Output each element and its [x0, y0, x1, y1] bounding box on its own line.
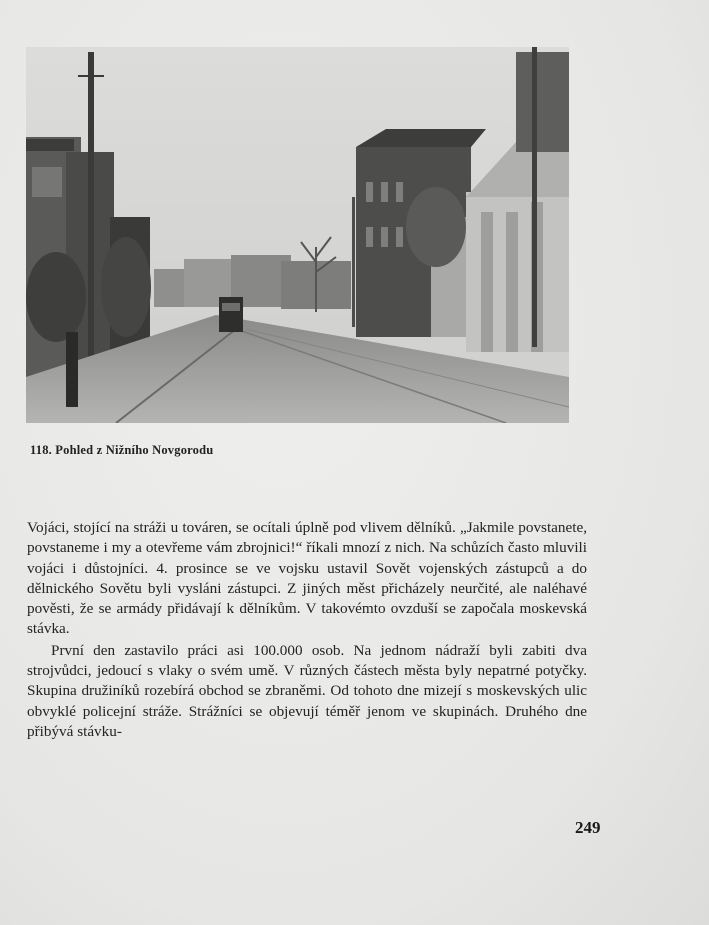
body-text: [27, 518, 587, 742]
page-number: 249: [575, 818, 601, 837]
paragraph-1: Vojáci, stojící na stráži u továren, se ocítali úplně pod vlivem dělníků. „Jakmile povstanete, povstaneme i my a otevřeme vám zbrojnici!“ říkali mnozí z nich. Na schůzích často mluvili vojáci i důstojníci. 4. prosince se ve vojsku ustavil Sovět vojenských zástupců a do dělnického Sovětu byli vysláni zástupci. Z jiných měst přicházely neurčité, ale naléhavé pověsti, že se armády přidávají k dělníkům. V takovémto ovzduší se započala moskevská stávka.: [27, 519, 587, 638]
street-photo-image: [26, 47, 569, 423]
figure-caption: 118. Pohled z Nižního Novgorodu: [30, 443, 214, 457]
paragraph-2: První den zastavilo práci asi 100.000 osob. Na jednom nádraží byli zabiti dva strojvůdci, jedoucí s vlaky o svém umě. V různých částech města byly nepatrné potyčky. Skupina družiníků rozebírá obchod se zbraněmi. Od tohoto dne mizejí s moskevských ulic obvyklé policejní stráže. Strážníci se objevují téměř jenom ve skupinách. Druhého dne přibývá stávku-: [27, 641, 587, 740]
street-photo: [26, 47, 569, 423]
